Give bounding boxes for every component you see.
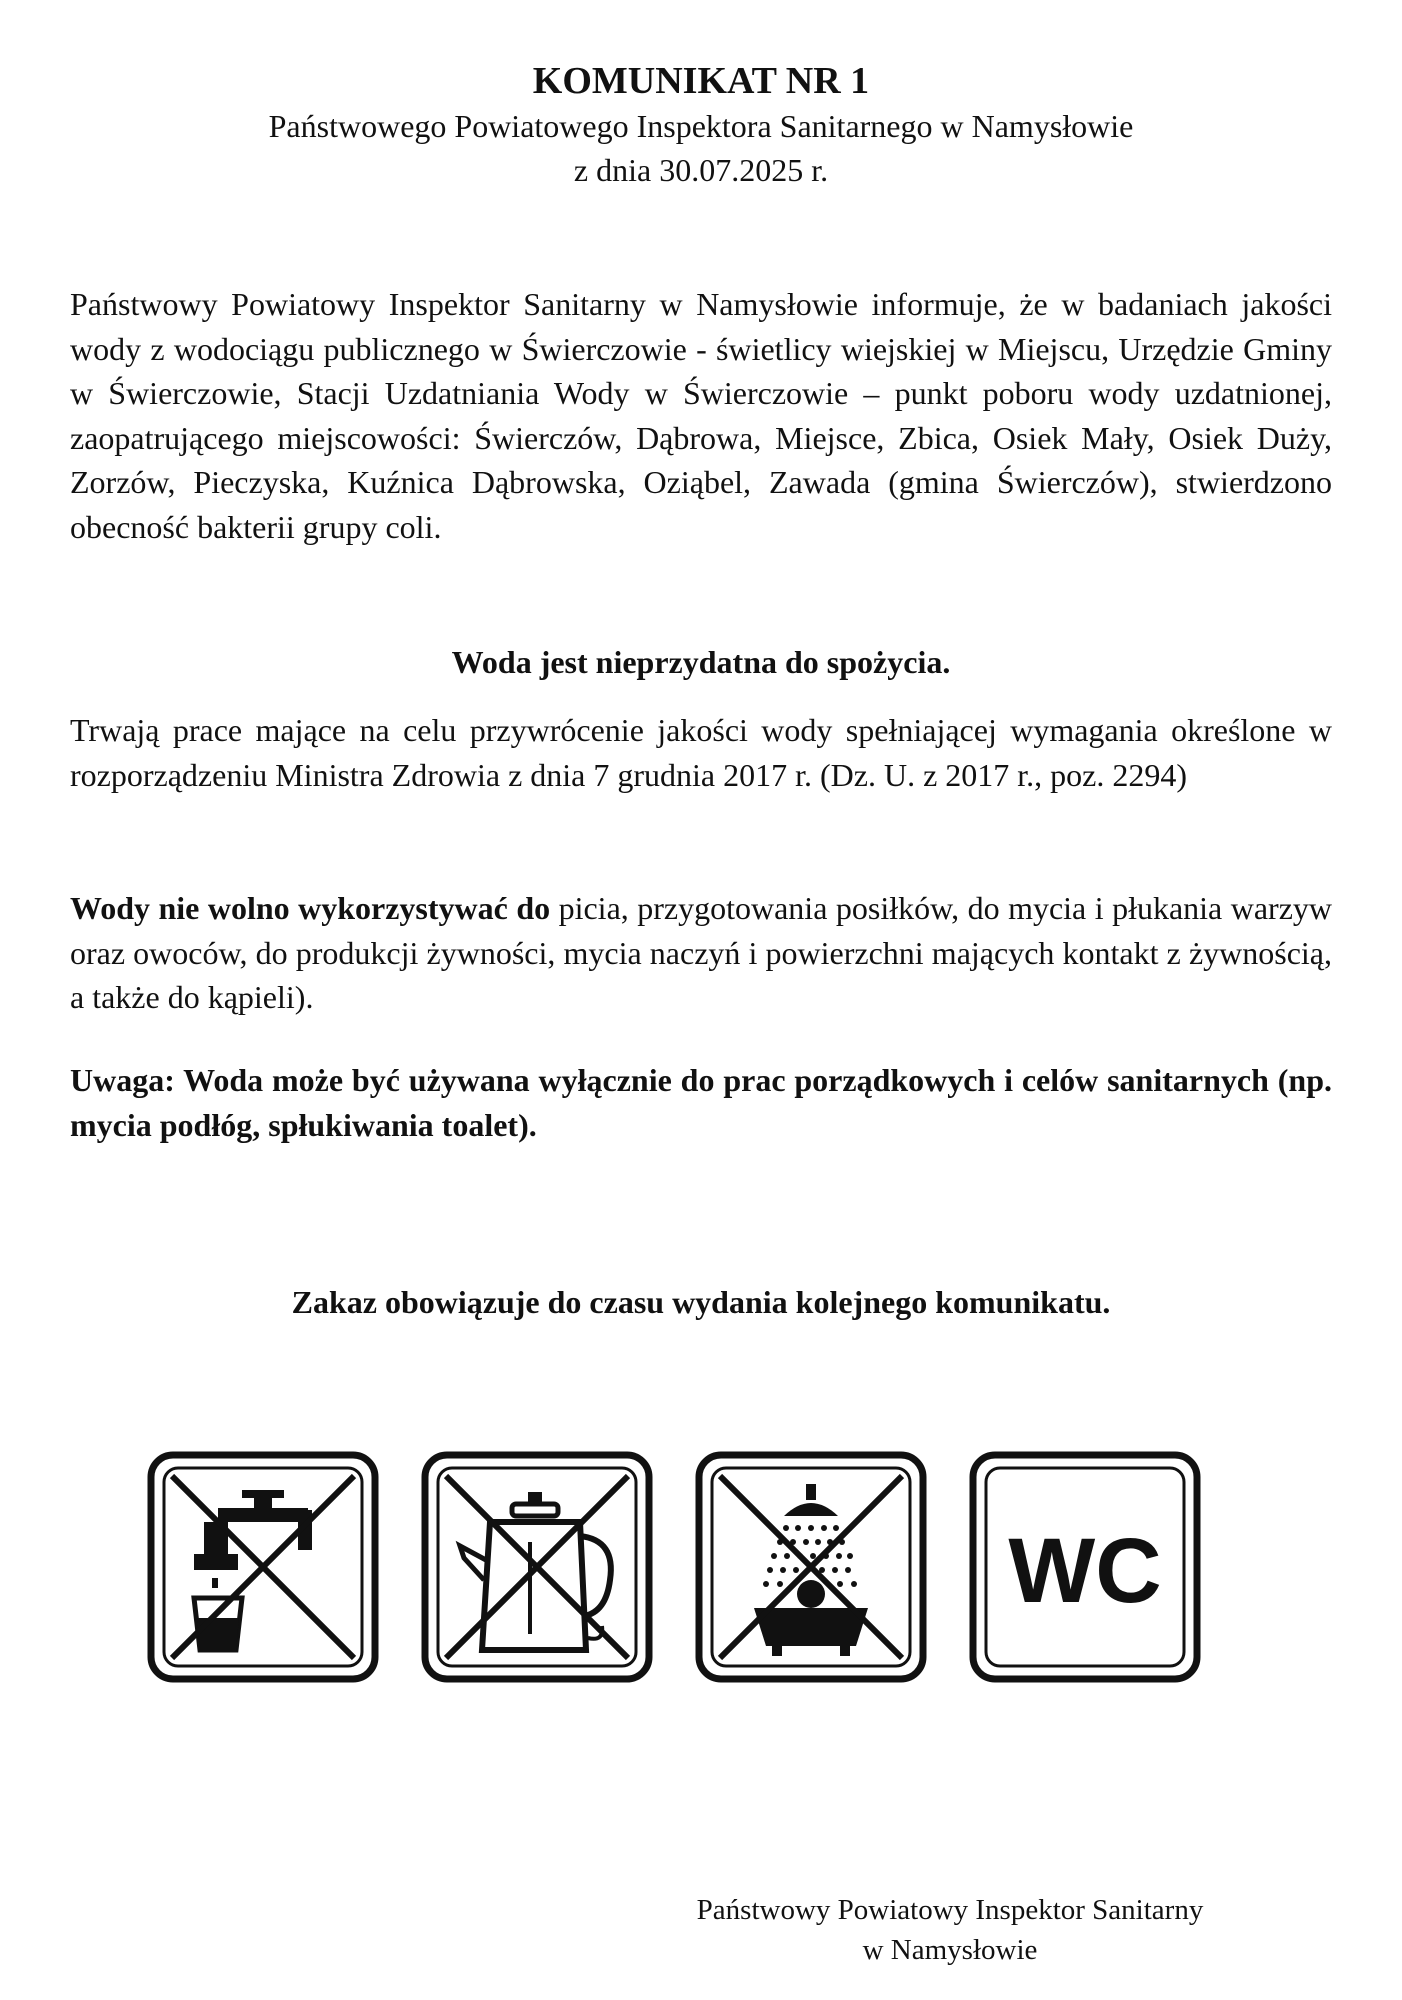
warning-heading: Woda jest nieprzydatna do spożycia.: [451, 644, 951, 680]
paragraph-note: Uwaga: Woda może być używana wyłącznie do prac porządkowych i celów sanitarnych (np. mycia podłóg, spłukiwania toalet).: [70, 1062, 1332, 1143]
announcement-title: KOMUNIKAT NR 1: [532, 60, 870, 102]
no-kettle-icon: [420, 1450, 654, 1684]
pictogram-row: [0, 1450, 1402, 1690]
no-drinking-tap-icon: [146, 1450, 380, 1684]
announcement-date: z dnia 30.07.2025 r.: [573, 152, 829, 188]
ban-notice: Zakaz obowiązuje do czasu wydania kolejnego komunikatu.: [291, 1284, 1111, 1320]
wc-label: WC: [1008, 1520, 1162, 1622]
prohibition-text: picia, przygotowania posiłków, do mycia i płukania warzyw oraz owoców, do produkcji żywności, mycia naczyń i powierzchni mających kontakt z żywnością, a także do kąpieli).: [70, 890, 1333, 1015]
prohibition-lead: Wody nie wolno wykorzystywać do: [70, 890, 551, 926]
signature-block: [640, 1890, 1260, 1970]
announcement-header: [0, 58, 1402, 192]
paragraph-repair-works: Trwają prace mające na celu przywrócenie jakości wody spełniającej wymagania określone w rozporządzeniu Ministra Zdrowia z dnia 7 grudnia 2017 r. (Dz. U. z 2017 r., poz. 2294): [70, 712, 1332, 793]
wc-icon: [968, 1450, 1202, 1684]
issuer-line: Państwowego Powiatowego Inspektora Sanitarnego w Namysłowie: [268, 108, 1134, 144]
paragraph-findings: Państwowy Powiatowy Inspektor Sanitarny w Namysłowie informuje, że w badaniach jakości wody z wodociągu publicznego w Świerczowie - świetlicy wiejskiej w Miejscu, Urzędzie Gminy w Świerczowie, Stacji Uzdatniania Wody w Świerczowie – punkt poboru wody uzdatnionej, zaopatrującego miejscowości: Świerczów, Dąbrowa, Miejsce, Zbica, Osiek Mały, Osiek Duży, Zorzów, Pieczyska, Kuźnica Dąbrowska, Oziąbel, Zawada (gmina Świerczów), stwierdzono obecność bakterii grupy coli.: [70, 286, 1332, 545]
signature-line-2: w Namysłowie: [862, 1934, 1038, 1966]
no-bathing-shower-icon: [694, 1450, 928, 1684]
paragraph-prohibition: [70, 886, 1332, 1020]
signature-line-1: Państwowy Powiatowy Inspektor Sanitarny: [696, 1894, 1204, 1926]
